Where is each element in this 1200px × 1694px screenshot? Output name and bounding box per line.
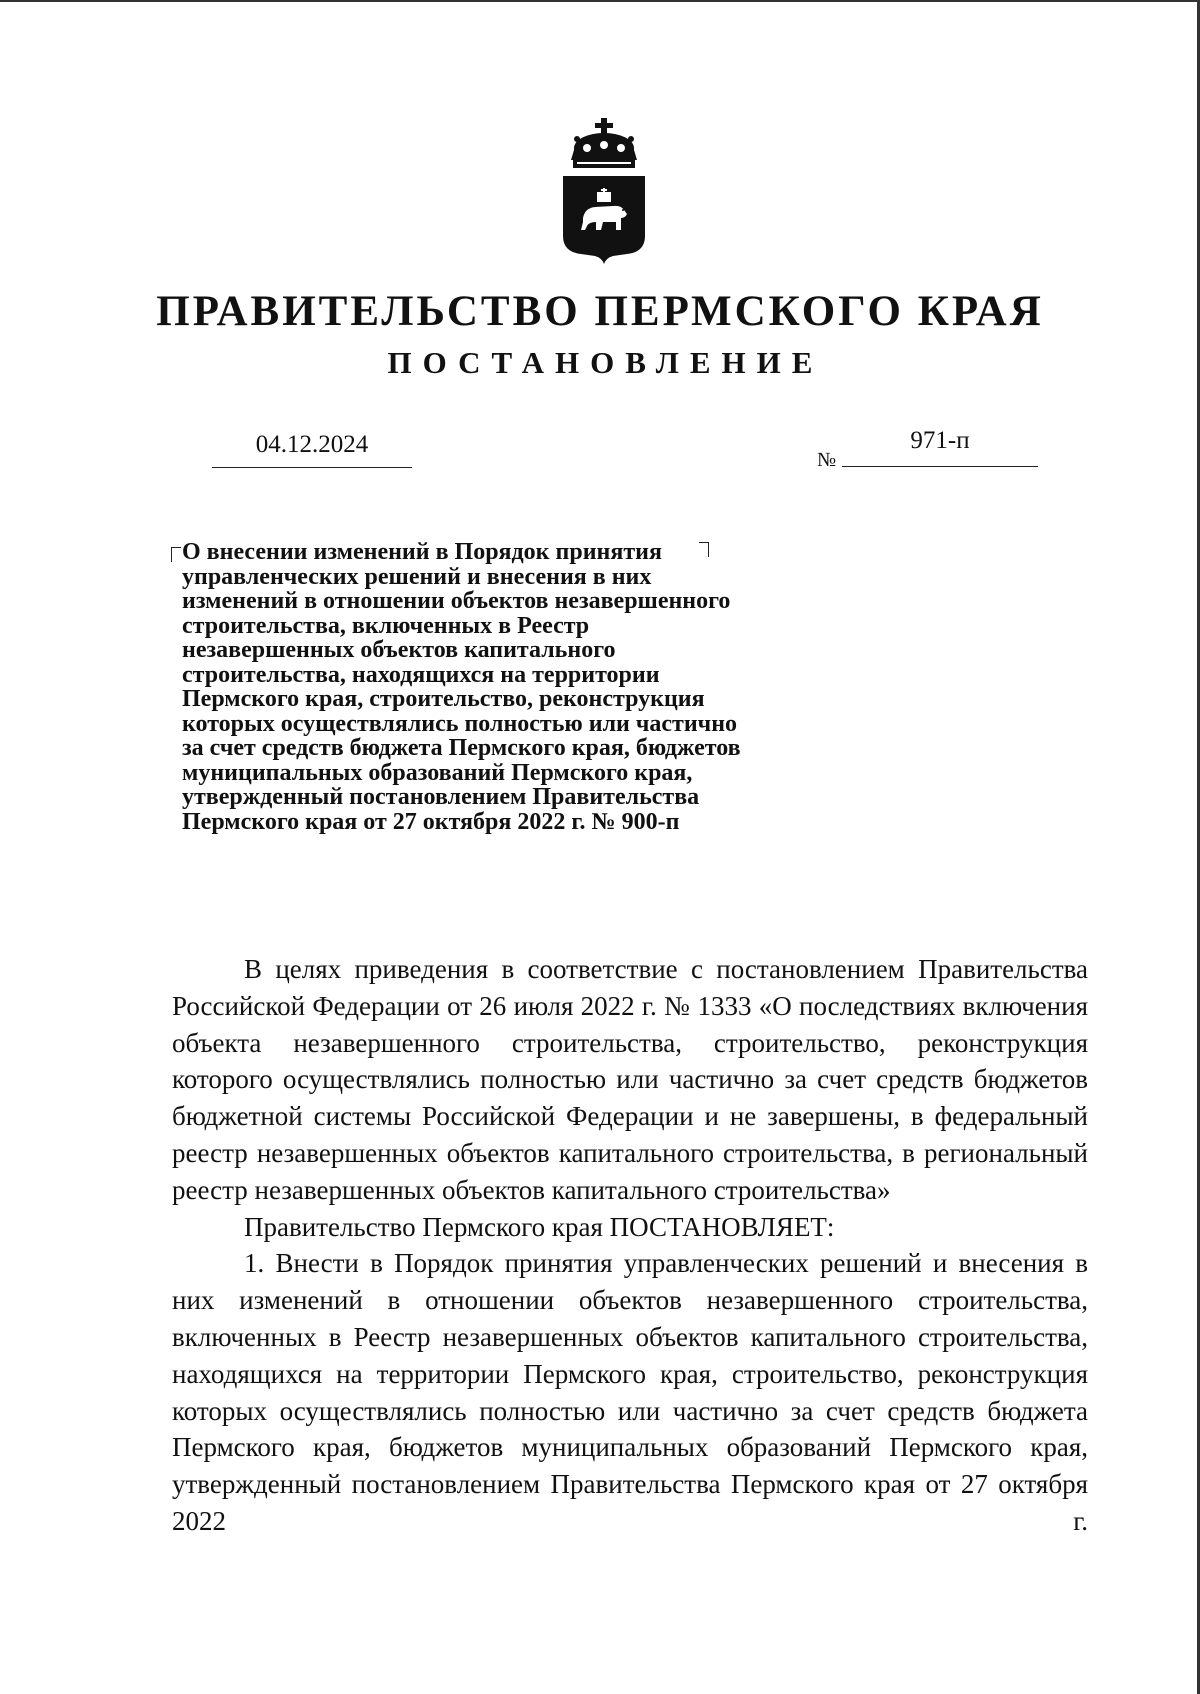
document-body <box>172 951 1088 1540</box>
subject-line: строительства, находящихся на территории <box>182 661 660 688</box>
item-1-paragraph: 1. Внести в Порядок принятия управленческих решений и внесения в них изменений в отношении объектов незавершенного строительства, включенных в Реестр незавершенных объектов капитального строительства, находящихся на территории Пермского края, строительство, реконструкция которых осуществлялись полностью или частично за счет средств бюджета Пермского края, бюджетов муниципальных образований Пермского края, утвержденный постановлением Правительства Пермского края от 27 октября 2022 г. <box>172 1248 1088 1536</box>
subject-line: Пермского края, строительство, реконструкция <box>182 686 705 712</box>
subject-line: управленческих решений и внесения в них <box>182 563 652 590</box>
subject-corner-left <box>171 547 181 562</box>
document-number: 971-п <box>910 427 970 454</box>
subject-line: Пермского края от 27 октября 2022 г. № 900-п <box>182 808 680 835</box>
subject-line: за счет средств бюджета Пермского края, бюджетов <box>182 735 741 761</box>
subject-line: утвержденный постановлением Правительства <box>182 784 700 810</box>
subject-line: муниципальных образований Пермского края, <box>182 759 693 786</box>
number-sign: № <box>817 449 837 471</box>
document-subject <box>182 540 882 834</box>
preamble-paragraph: В целях приведения в соответствие с постановлением Правительства Российской Федерации от 26 июля 2022 г. № 1333 «О последствиях включения объекта незавершенного строительства, строительство, реконструкция которого осуществлялись полностью или частично за счет средств бюджетов бюджетной системы Российской Федерации и не завершены, в федеральный реестр незавершенных объектов капитального строительства, в региональный реестр незавершенных объектов капитального строительства» <box>172 954 1088 1205</box>
subject-line: строительства, включенных в Реестр <box>182 612 590 639</box>
organization-title: ПРАВИТЕЛЬСТВО ПЕРМСКОГО КРАЯ <box>156 288 1044 335</box>
subject-line: О внесении изменений в Порядок принятия <box>182 539 662 565</box>
date-underline <box>212 467 412 468</box>
subject-line: изменений в отношении объектов незавершенного <box>182 588 731 614</box>
document-date: 04.12.2024 <box>255 431 369 458</box>
perm-krai-coat-of-arms-icon <box>561 118 647 266</box>
subject-line: незавершенных объектов капитального <box>182 637 616 663</box>
subject-line: которых осуществлялись полностью или частично <box>182 710 738 737</box>
resolution-paragraph: Правительство Пермского края ПОСТАНОВЛЯЕТ: <box>244 1211 835 1242</box>
document-type-title: ПОСТАНОВЛЕНИЕ <box>387 345 824 380</box>
number-underline <box>842 466 1038 467</box>
